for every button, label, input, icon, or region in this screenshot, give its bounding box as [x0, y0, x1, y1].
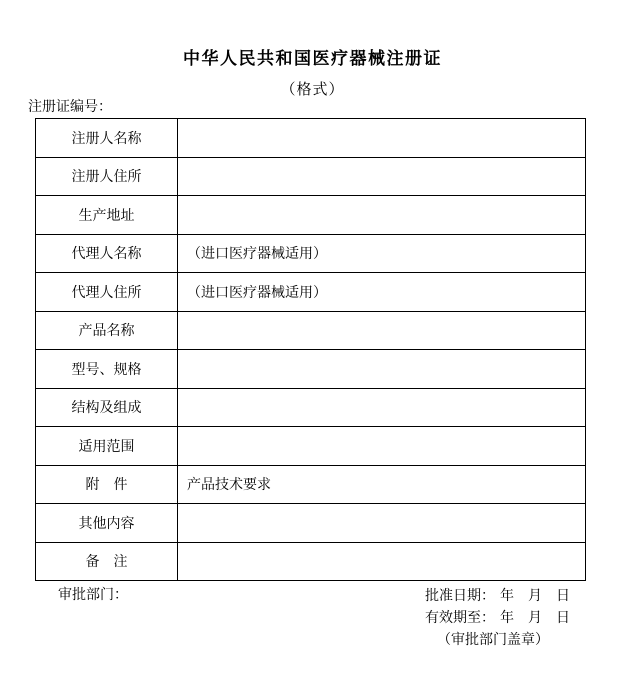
row-value-field[interactable] [178, 196, 586, 235]
row-value-field[interactable] [178, 542, 586, 581]
row-label: 生产地址 [36, 196, 178, 235]
valid-until-label: 有效期至： [425, 609, 495, 625]
approval-dept-label: 审批部门： [58, 586, 128, 602]
row-label: 适用范围 [36, 427, 178, 466]
table-row-product-name [36, 311, 586, 350]
table-row-other-content [36, 504, 586, 543]
row-value-field[interactable] [178, 427, 586, 466]
valid-until-line [425, 606, 570, 628]
approval-date-value: 年 月 日 [500, 587, 570, 603]
approval-date-line [425, 584, 570, 606]
cert-number-label: 注册证编号： [28, 98, 112, 114]
row-value-field[interactable] [178, 311, 586, 350]
row-value-field[interactable] [178, 388, 586, 427]
table-row-model-spec [36, 350, 586, 389]
row-value-field[interactable] [178, 119, 586, 158]
table-row-agent-name [36, 234, 586, 273]
table-row-structure-composition [36, 388, 586, 427]
table-row-registrant-name [36, 119, 586, 158]
row-label: 注册人名称 [36, 119, 178, 158]
row-value-field[interactable] [178, 504, 586, 543]
row-value-field[interactable]: 产品技术要求 [178, 465, 586, 504]
row-label: 其他内容 [36, 504, 178, 543]
certificate-table [35, 118, 586, 581]
row-label: 型号、规格 [36, 350, 178, 389]
row-label: 附 件 [36, 465, 178, 504]
valid-until-value: 年 月 日 [500, 609, 570, 625]
row-value-field[interactable] [178, 157, 586, 196]
page-title: 中华人民共和国医疗器械注册证 [183, 49, 442, 68]
footer-dates-block [425, 584, 570, 650]
row-value-field[interactable] [178, 350, 586, 389]
row-label: 注册人住所 [36, 157, 178, 196]
table-row-remarks [36, 542, 586, 581]
row-label: 结构及组成 [36, 388, 178, 427]
table-row-attachments [36, 465, 586, 504]
row-label: 备 注 [36, 542, 178, 581]
seal-note: （审批部门盖章） [437, 631, 549, 647]
table-row-scope-of-application [36, 427, 586, 466]
row-label: 产品名称 [36, 311, 178, 350]
approval-date-label: 批准日期： [425, 587, 495, 603]
page-subtitle: （格式） [280, 81, 345, 98]
row-label: 代理人住所 [36, 273, 178, 312]
table-row-agent-address [36, 273, 586, 312]
row-label: 代理人名称 [36, 234, 178, 273]
table-row-production-address [36, 196, 586, 235]
row-value-field[interactable]: （进口医疗器械适用） [178, 273, 586, 312]
row-value-field[interactable]: （进口医疗器械适用） [178, 234, 586, 273]
table-row-registrant-address [36, 157, 586, 196]
